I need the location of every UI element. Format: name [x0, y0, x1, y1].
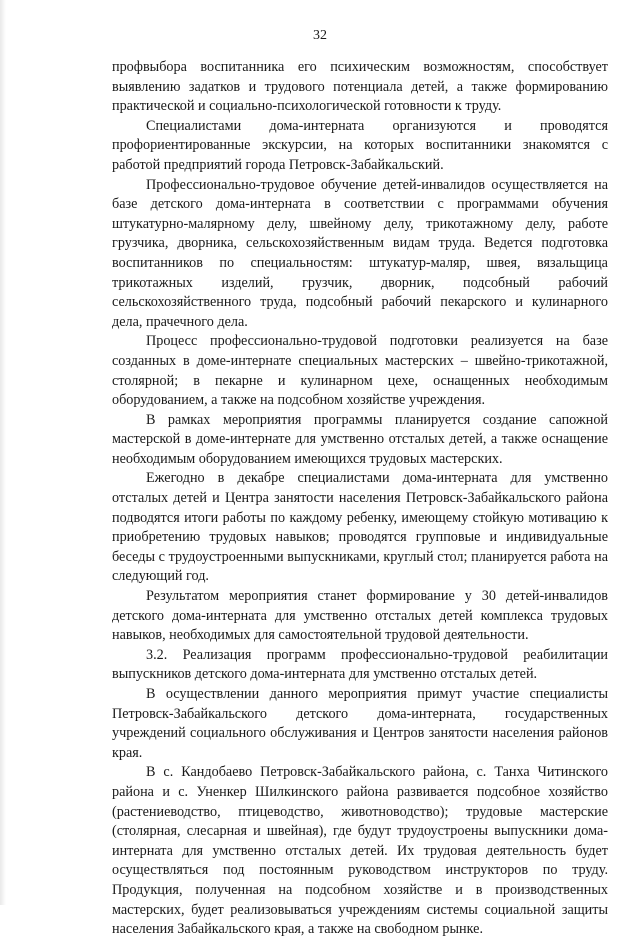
paragraph-6: Ежегодно в декабре специалистами дома-интерната для умственно отсталых детей и Центра занятости населения Петровск-Забайкальского района подводятся итоги работы по каждому ребенку, имеющему стойкую мотивацию к приобретению трудовых навыков; проводятся групповые и индивидуальные беседы с трудоустроенными выпускниками, круглый стол; планируется работа на следующий год. — [112, 470, 608, 585]
paragraph-5: В рамках мероприятия программы планируется создание сапожной мастерской в доме-интернате для умственно отсталых детей, а также оснащение необходимым оборудованием имеющихся трудовых мастерских. — [112, 411, 608, 467]
paragraph-2: Специалистами дома-интерната организуются и проводятся профориентированные экскурсии, на которых воспитанники знакомятся с работой предприятий города Петровск-Забайкальский. — [112, 117, 608, 173]
section-heading-3-2: 3.2. Реализация программ профессионально-трудовой реабилитации выпускников детского дома-интерната для умственно отсталых детей. — [112, 646, 608, 683]
paragraph-4: Процесс профессионально-трудовой подготовки реализуется на базе созданных в доме-интернате специальных мастерских – швейно-трикотажной, столярной; в пекарне и кулинарном цехе, оснащенных необходимым оборудованием, а также на подсобном хозяйстве учреждения. — [112, 333, 608, 409]
scan-edge-shadow — [0, 0, 6, 905]
paragraph-1: профвыбора воспитанника его психическим возможностям, способствует выявлению задатков и трудового потенциала детей, а также формированию практической и социально-психологической готовности к труду. — [112, 59, 608, 115]
document-body — [112, 58, 608, 940]
page-number: 32 — [313, 28, 327, 43]
paragraph-10: В с. Кандобаево Петровск-Забайкальского района, с. Танха Читинского района и с. Уненкер Шилкинского района развивается подсобное хозяйство (растениеводство, птицеводство, животноводство); трудовые мастерские (столярная, слесарная и швейная), где будут трудоустроены выпускники дома-интерната для умственно отсталых детей. Их трудовая деятельность будет осуществляться под постоянным руководством инструкторов по труду. Продукция, полученная на подсобном хозяйстве и в производственных мастерских, будет реализовываться учреждениям системы социальной защиты населения Забайкальского края, а также на свободном рынке. — [112, 764, 608, 938]
paragraph-7: Результатом мероприятия станет формирование у 30 детей-инвалидов детского дома-интерната для умственно отсталых детей комплекса трудовых навыков, необходимых для самостоятельной трудовой деятельности. — [112, 588, 608, 644]
paragraph-9: В осуществлении данного мероприятия примут участие специалисты Петровск-Забайкальского детского дома-интерната, государственных учреждений социального обслуживания и Центров занятости населения районов края. — [112, 686, 608, 761]
paragraph-3: Профессионально-трудовое обучение детей-инвалидов осуществляется на базе детского дома-интерната в соответствии с программами обучения штукатурно-малярному делу, швейному делу, трикотажному делу, работе грузчика, дворника, сельскохозяйственным видам труда. Ведется подготовка воспитанников по специальностям: штукатур-маляр, швея, вязальщица трикотажных изделий, грузчик, дворник, подсобный рабочий сельскохозяйственного труда, подсобный рабочий пекарского и кулинарного дела, прачечного дела. — [112, 176, 608, 330]
